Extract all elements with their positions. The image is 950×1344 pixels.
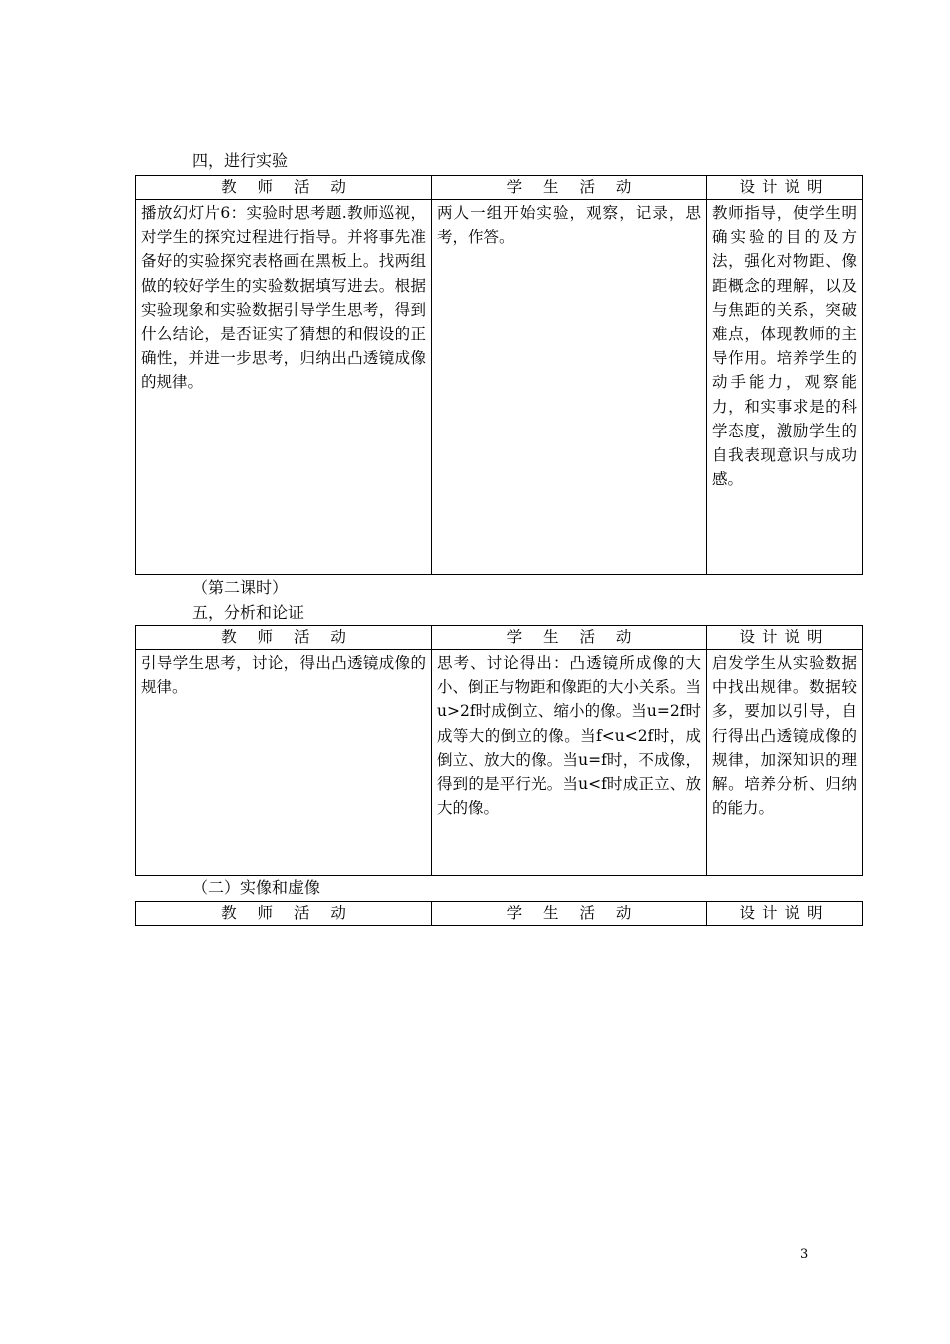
teacher-activity-cell: 引导学生思考，讨论，得出凸透镜成像的规律。	[136, 650, 432, 876]
section-title-analysis: 五，分析和论证	[192, 603, 305, 622]
table-header-row	[136, 176, 863, 200]
lesson-period-note: （第二课时）	[192, 578, 289, 597]
header-student-activity: 学 生 活 动	[432, 902, 707, 926]
header-student-activity: 学 生 活 动	[432, 626, 707, 650]
student-activity-cell: 思考、讨论得出：凸透镜所成像的大小、倒正与物距和像距的大小关系。当u>2f时成倒立、缩小的像。当u=2f时成等大的倒立的像。当f<u<2f时，成倒立、放大的像。当u=f时，不成像，得到的是平行光。当u<f时成正立、放大的像。	[432, 650, 707, 876]
header-teacher-activity: 教 师 活 动	[136, 626, 432, 650]
design-notes-cell: 教师指导，使学生明确实验的目的及方法，强化对物距、像距概念的理解，以及与焦距的关系，突破难点，体现教师的主导作用。培养学生的动手能力，观察能力，和实事求是的科学态度，激励学生的自我表现意识与成功感。	[707, 200, 863, 575]
analysis-table	[135, 625, 863, 876]
real-virtual-image-table	[135, 901, 863, 926]
experiment-table	[135, 175, 863, 575]
table-row	[136, 650, 863, 876]
header-student-activity: 学 生 活 动	[432, 176, 707, 200]
header-design-notes: 设计说明	[707, 176, 863, 200]
header-teacher-activity: 教 师 活 动	[136, 902, 432, 926]
header-design-notes: 设计说明	[707, 626, 863, 650]
header-design-notes: 设计说明	[707, 902, 863, 926]
table-header-row	[136, 626, 863, 650]
page-number: 3	[800, 1247, 809, 1262]
header-teacher-activity: 教 师 活 动	[136, 176, 432, 200]
table-header-row	[136, 902, 863, 926]
design-notes-cell: 启发学生从实验数据中找出规律。数据较多，要加以引导，自行得出凸透镜成像的规律，加深知识的理解。培养分析、归纳的能力。	[707, 650, 863, 876]
table-row	[136, 200, 863, 575]
student-activity-cell: 两人一组开始实验，观察，记录，思考，作答。	[432, 200, 707, 575]
section-title-real-virtual-image: （二）实像和虚像	[192, 878, 321, 897]
teacher-activity-cell: 播放幻灯片6：实验时思考题.教师巡视，对学生的探究过程进行指导。并将事先准备好的实验探究表格画在黑板上。找两组做的较好学生的实验数据填写进去。根据实验现象和实验数据引导学生思考，得到什么结论，是否证实了猜想的和假设的正确性，并进一步思考，归纳出凸透镜成像的规律。	[136, 200, 432, 575]
section-title-experiment: 四，进行实验	[192, 151, 289, 170]
